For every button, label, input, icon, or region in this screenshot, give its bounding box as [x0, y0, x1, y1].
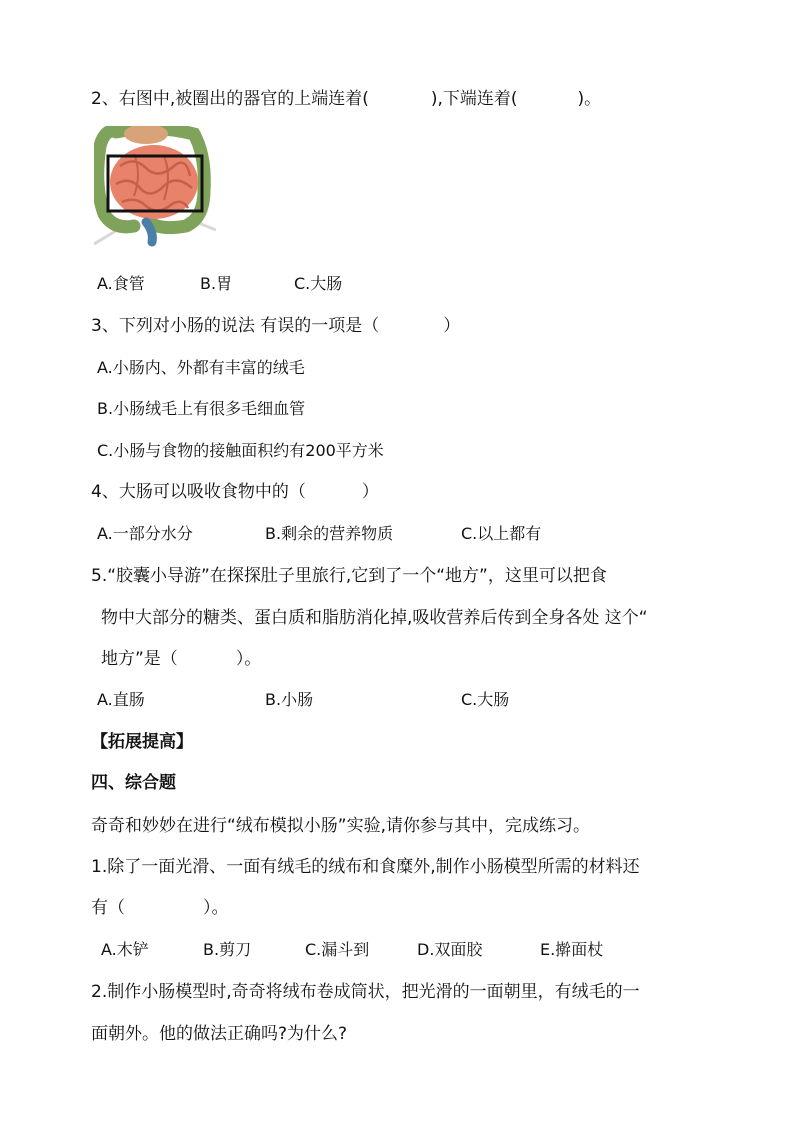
q3-option-a[interactable]: A.小肠内、外都有丰富的绒毛	[97, 358, 305, 377]
extension-heading: 【拓展提高】	[91, 732, 193, 752]
c1-option-b[interactable]: B.剪刀	[203, 940, 252, 959]
q2-option-b[interactable]: B.胃	[200, 274, 233, 293]
c2-line-1: 2.制作小肠模型时,奇奇将绒布卷成筒状，把光滑的一面朝里，有绒毛的一	[91, 982, 640, 1002]
q3-question: 3、下列对小肠的说法 有误的一项是（ ）	[91, 316, 461, 336]
c1-line-2: 有（ ）。	[91, 898, 229, 918]
q4-option-c[interactable]: C.以上都有	[461, 524, 542, 543]
q3-option-b[interactable]: B.小肠绒毛上有很多毛细血管	[97, 399, 306, 418]
q2-option-c[interactable]: C.大肠	[294, 274, 343, 293]
q5-line-1: 5.“胶囊小导游”在探探肚子里旅行,它到了一个“地方”，这里可以把食	[91, 566, 607, 586]
c1-option-c[interactable]: C.漏斗到	[305, 940, 370, 959]
section-intro: 奇奇和妙妙在进行“绒布模拟小肠”实验,请你参与其中，完成练习。	[91, 816, 591, 836]
q4-option-b[interactable]: B.剩余的营养物质	[265, 524, 394, 543]
q4-option-a[interactable]: A.一部分水分	[97, 524, 193, 543]
q2-question: 2、右图中,被圈出的器官的上端连着( ),下端连着( )。	[91, 89, 602, 109]
q4-question: 4、大肠可以吸收食物中的（ ）	[91, 482, 379, 502]
c1-line-1: 1.除了一面光滑、一面有绒毛的绒布和食糜外,制作小肠模型所需的材料还	[91, 857, 640, 877]
section-heading: 四、综合题	[91, 773, 176, 793]
q2-option-a[interactable]: A.食管	[97, 274, 145, 293]
q5-line-2: 物中大部分的糖类、蛋白质和脂肪消化掉,吸收营养后传到全身各处 这个“	[101, 608, 648, 628]
c2-line-2: 面朝外。他的做法正确吗?为什么?	[91, 1024, 348, 1044]
q5-line-3: 地方”是（ ）。	[101, 649, 262, 669]
q5-option-a[interactable]: A.直肠	[97, 690, 145, 709]
c1-option-e[interactable]: E.擀面杖	[540, 940, 604, 959]
q5-option-b[interactable]: B.小肠	[265, 690, 314, 709]
q5-option-c[interactable]: C.大肠	[461, 690, 510, 709]
q3-option-c[interactable]: C.小肠与食物的接触面积约有200平方米	[97, 441, 384, 460]
digestive-organ-figure	[94, 126, 216, 254]
c1-option-a[interactable]: A.木铲	[101, 940, 149, 959]
c1-option-d[interactable]: D.双面胶	[417, 940, 483, 959]
